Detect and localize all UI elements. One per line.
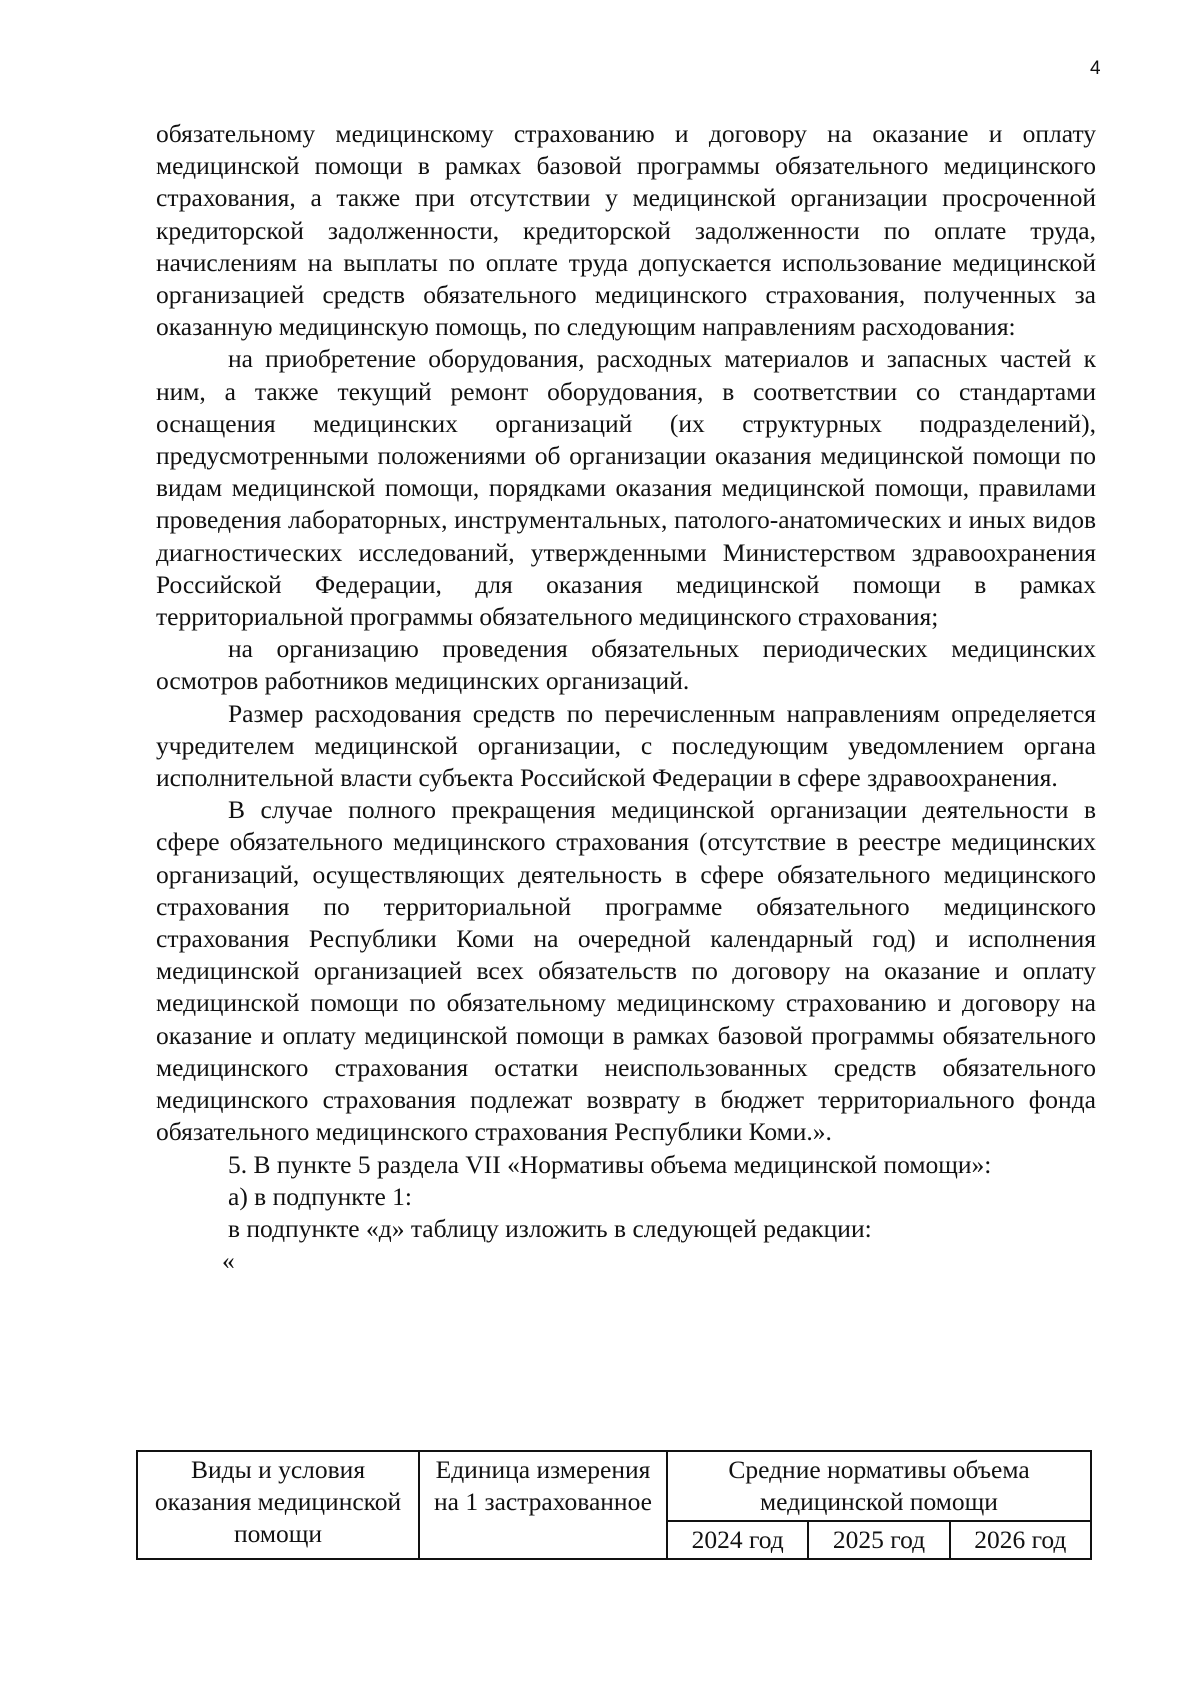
item-d: в подпункте «д» таблицу изложить в следующей редакции: [228,1213,872,1243]
paragraph-spending-amount: Размер расходования средств по перечисленным направлениям определяется учредителем медицинской организации, с последующим уведомлением органа исполнительной власти субъекта Российской Федерации в сфере здравоохранения. [156,698,1096,793]
page-number: 4 [1090,58,1101,79]
paragraph-equipment: на приобретение оборудования, расходных материалов и запасных частей к ним, а также текущий ремонт оборудования, в соответствии со стандартами оснащения медицинских организаций (их структурных подразделений), предусмотренными положениями об организации оказания медицинской помощи по видам медицинской помощи, порядками оказания медицинской помощи, правилами проведения лабораторных, инструментальных, патолого-анатомических и иных видов диагностических исследований, утвержденными Министерством здравоохранения Российской Федерации, для оказания медицинской помощи в рамках территориальной программы обязательного медицинского страхования; [156,344,1096,632]
header-year-2025: 2025 год [808,1521,949,1559]
header-year-2024: 2024 год [667,1521,808,1559]
item-5: 5. В пункте 5 раздела VII «Нормативы объема медицинской помощи»: [228,1149,992,1179]
table-header-row-1 [137,1451,1091,1521]
header-unit: Единица измерения на 1 застрахованное [419,1451,667,1559]
quote-open: « [222,1246,235,1276]
norms-table [136,1450,1092,1560]
document-body [156,118,1096,1277]
paragraph-termination: В случае полного прекращения медицинской организации деятельности в сфере обязательного медицинского страхования (отсутствие в реестре медицинских организаций, осуществляющих деятельность в сфере обязательного медицинского страхования по территориальной программе обязательного медицинского страхования Республики Коми на очередной календарный год) и исполнения медицинской организацией всех обязательств по договору на оказание и оплату медицинской помощи по обязательному медицинскому страхованию и договору на оказание и оплату медицинской помощи в рамках базовой программы обязательного медицинского страхования остатки неиспользованных средств обязательного медицинского страхования подлежат возврату в бюджет территориального фонда обязательного медицинского страхования Республики Коми.». [156,795,1096,1147]
header-year-2026: 2026 год [950,1521,1091,1559]
header-average-norms: Средние нормативы объема медицинской помощи [667,1451,1091,1521]
item-a: а) в подпункте 1: [228,1181,413,1211]
paragraph-medical-exams: на организацию проведения обязательных периодических медицинских осмотров работников медицинских организаций. [156,634,1096,696]
header-care-types: Виды и условия оказания медицинской помощи [137,1451,419,1559]
paragraph-continuation: обязательному медицинскому страхованию и договору на оказание и оплату медицинской помощи в рамках базовой программы обязательного медицинского страхования, а также при отсутствии у медицинской организации просроченной кредиторской задолженности, кредиторской задолженности по оплате труда, начислениям на выплаты по оплате труда допускается использование медицинской организацией средств обязательного медицинского страхования, полученных за оказанную медицинскую помощь, по следующим направлениям расходования: [156,119,1096,342]
